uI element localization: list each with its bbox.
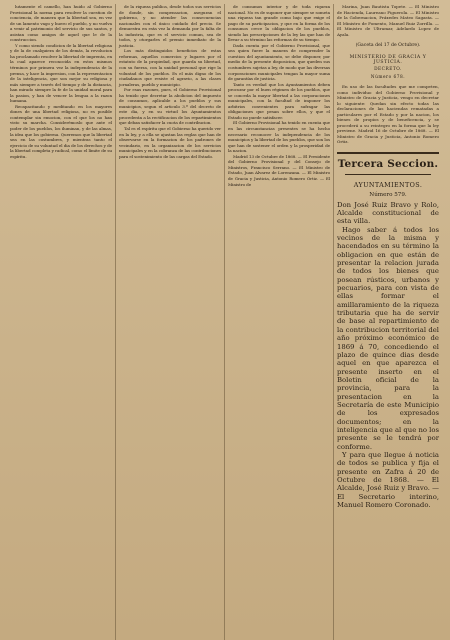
decree-signature: Madrid 13 de Octubre de 1868. — El Presidente del Gobierno Provisional y del Consejo de Ministros, Francisco Serrano. — El Ministro de Estado, Juan Alvarez de Lorenzana. — El Ministro de Gracia y Justicia, Antonio Romero Ortiz. — El Ministro de	[228, 153, 330, 187]
announcement-paragraph: Don José Ruiz Bravo y Rolo, Alcalde constitucional de esta villa.	[337, 200, 439, 226]
section-divider	[337, 152, 439, 154]
column-4	[334, 4, 442, 640]
decree-text: En uso de las facultades que me competen, como individuo del Gobierno Provisional y Ministro de Gracia y Justicia, vengo en decretar lo siguiente: Quedan sin efecto todas las declaraciones de las haciendas rematadas a particulares por el Estado y por la nacion, los bienes de propios y de beneficencia, y se procederá a su reintegro en la forma que la ley previene. Madrid 16 de Octubre de 1868. — El Ministro de Gracia y Justicia, Antonio Romero Ortiz.	[337, 84, 439, 145]
paragraph: Recapacitando y meditando en los mayores dones de una libertad religiosa, no es posible contemplar sin emocion, con el que los no han visto su marcha. Considerémoslo que ante el poder de los pueblos, los iluminan, y de las almas, la idea que los gobierna. Queremos que la libertad sea en las costumbres, y mientras tanto el ejercicio de su voluntad el dia de los derechos y de la libertad completa y radical, como el límite de su espíritu.	[10, 103, 112, 159]
column-2	[116, 4, 224, 640]
announcement-paragraph: Hago saber á todos los vecinos de la misma y hacendados en su término la obligacion en que están de presentar la relacion jurada de todos los bienes que posean rústicos, urbanos y pecuarios, para con vista de ellas formar el amillaramiento de la riqueza tributaria que ha de servir de base al repartimiento de la contribucion territorial del año próximo económico de 1869 á 70, concediendo el plazo de quince dias desde aquel en que aparezca el presente inserto en el Boletin oficial de la provincia, para la presentacion en la Secretaría de este Municipio de los expresados documentos; en la inteligencia que al que no los presente se le tendrá por conforme.	[337, 225, 439, 451]
announcement-number: Número 579.	[369, 192, 407, 199]
subsection-heading: AYUNTAMIENTOS.	[353, 180, 423, 189]
paragraph: de consumos interior y de toda riqueza nacional. No es de suponer que siempre se someta una riqueza tan grande como bajo que exige el pago de su participacion, y que en la forma de los consumos crece la obligacion de los pueblos, siendo las prescripciones de la ley las que han de llevar a su término las reformas de su tiempo.	[228, 4, 330, 43]
column-rule	[333, 4, 334, 640]
column-3	[225, 4, 333, 640]
paragraph: de la riqueza publica, desde todos sus servicios de donde, sin compensacion, aseguran el gobierno, y no atender las consecuencias nacionales con el único cuidado del precio. Se demuestra en esta vez la demanda por la falta de la industria, que es el servicio comun, sea de todos, y otorgarles el premio inmediato de la justicia.	[119, 4, 221, 48]
paragraph: Los más distinguidos beneficios de estas reformas, aquellos comercios y lugares por el estatuto de la propiedad, que guarda su libertad, con su fuerza, con la unidad personal que rige la voluntad de los pueblos. Es el más digno de los ciudadanos que resiste el agravio, a las clases jornaleras, pueblo y municipio.	[119, 48, 221, 87]
section-underline	[345, 174, 431, 175]
paragraph: Por esas razones, pues, el Gobierno Provisional ha tenido que decretar la abolicion del impuesto de consumos, aplicable a los pueblos y sus municipios, segun el articulo 3.º del decreto de este dia, y en su virtud los Ayuntamientos procederán a la rectificacion de los repartimientos que deban satisfacer la cuota de contribucion.	[119, 87, 221, 126]
paragraph: Y como siendo condicion de la libertad religiosa y de la de cualquiera de los demás, la revolucion ha proclamado resolver la libertad de imprenta, en la cual aparece reconocida en estos mismos términos por primera vez la independencia de la prensa, y hace la impresion, con la representacion de la inteligencia, que son mejor su religiosa y más siempre a través del tiempo y de la distancia, han mirado siempre la fe de la unidad moral para la pasion, y han de vencer la lengua a la razon humana.	[10, 42, 112, 104]
decree-heading: DECRETO.	[374, 66, 402, 72]
column-rule	[224, 4, 225, 640]
paragraph: Tal es el espíritu que el Gobierno ha querido ver en la ley, y a ella se ajustan las reglas que han de observarse en la formacion de los padrones de vecindario, en la organizacion de los servicios municipales y en la cobranza de las contribuciones para el sostenimiento de las cargas del Estado.	[119, 126, 221, 159]
signature-text: Marina, Juan Bautista Topete. — El Ministro de Hacienda, Laureano Figuerola. — El Ministro de la Gobernacion, Práxedes Mateo Sagasta. — El Ministro de Fomento, Manuel Ruiz Zorrilla. — El Ministro de Ultramar, Adelardo Lopez de Ayala.	[337, 4, 439, 37]
column-rule	[115, 4, 116, 640]
ministers-signatures	[337, 4, 439, 37]
decree-number: Número 678.	[370, 75, 406, 81]
column-1	[7, 4, 115, 640]
paragraph: Tanto es verdad que los Ayuntamientos deben procurar por el buen régimen de los pueblos, que se conceda la mayor libertad a las corporaciones municipales, con la facultad de imponer los arbitrios convenientes para sufragar las obligaciones que pesan sobre ellos, y que el Estado no puede satisfacer.	[228, 81, 330, 120]
gazette-dateline: (Gaceta del 17 de Octubre).	[355, 43, 421, 49]
section-title: Tercera Seccion.	[337, 158, 439, 171]
announcement-paragraph: Y para que llegue á noticia de todos se publica y fija el presente en Zafra á 20 de Octubre de 1868. — El Alcalde, José Ruiz y Bravo. — El Secretario interino, Manuel Romero Coronado.	[337, 450, 439, 510]
paragraph: Dada cuenta por el Gobierno Provisional, que sea quien fuere la manera de comprender la cuestion del ayuntamiento, se debe disponer, por medio de la presente disposicion, que queden sus costumbres sujetas a ley, de modo que las diversas corporaciones municipales tengan la mayor suma de garantías de justicia.	[228, 42, 330, 82]
paragraph: El Gobierno Provisional ha tenido en cuenta que en las circunstancias presentes se ha hecho necesario reconocer la independencia de los municipios y la libertad de los pueblos, que son los que han de sostener el orden y la prosperidad de la nacion.	[228, 120, 330, 154]
columns	[7, 4, 444, 640]
paragraph: lutamente el camello, han huido al Gobierno Provisional la norma para resolver la cuestion de conciencia, de manera que la libertad sea, en vez de un lamento vago y huero el pueblo, y no vuelva a venir al patrimonio del servicio de sus santos, y asistan como amigos de aquel que le de la construccion.	[10, 4, 112, 43]
ministry-heading: MINISTERIO DE GRACIA Y JUSTICIA.	[349, 54, 427, 66]
